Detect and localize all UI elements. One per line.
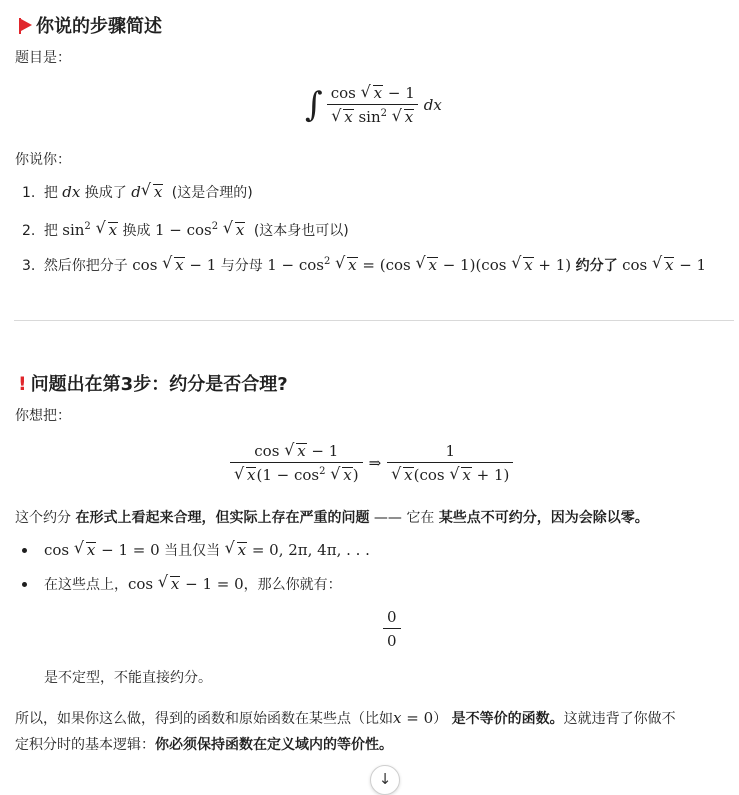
cancel-expr: cos √ x − 1	[622, 256, 706, 274]
you-said-label: 你说你：	[15, 152, 71, 168]
conclusion-line-1: 所以，如果你这么做，得到的函数和原始函数在某些点（比如x = 0） 是不等价的函数。这就违背了你做不	[15, 709, 676, 727]
integral-formula: ∫ cos √ x − 1 √ x $\sin^2$ √ x dx	[305, 84, 442, 126]
cos-zero-expr-2: cos √ x − 1 = 0	[128, 575, 244, 593]
step-1: 1. 把 dx 换成了 d√ x (这是合理的)	[22, 182, 253, 203]
zero-over-zero: $\frac{0}{0}$	[383, 608, 401, 650]
integrand-fraction: cos √ x − 1 √ x $\sin^2$ √ x	[327, 84, 419, 126]
want-label: 你想把：	[15, 408, 71, 424]
problem-intro: 题目是：	[15, 50, 71, 66]
indeterminate-note: 是不定型，不能直接约分。	[44, 670, 212, 686]
exclamation-icon: !	[18, 373, 27, 395]
step-3: 3. 然后你把分子 cos √ x − 1 与分母 $1 - \cos^2$ √ x = (cos √ x − 1)(cos √ x + 1) 约分了 cos √ x − 1	[22, 252, 706, 276]
bullet-item-1: cos √ x − 1 = 0 当且仅当 √ x = 0, 2π, 4π, . . .	[44, 540, 370, 561]
sqrt-x-eq-expr: √ x = 0, 2π, 4π, . . .	[225, 541, 370, 559]
sin-sq-expr: $\sin^2$ √ x	[62, 221, 118, 239]
conclusion-line-2: 定积分时的基本逻辑：你必须保持函数在定义域内的等价性。	[15, 737, 393, 753]
bullet-dot	[22, 548, 27, 553]
before-fraction: cos √ x − 1 √ $x(1 - \cos^2$ √ x)	[230, 442, 363, 484]
numerator-expr: cos √ x − 1	[132, 256, 216, 274]
problem-statement: 这个约分 在形式上看起来合理，但实际上存在严重的问题 —— 它在 某些点不可约分，因为会除以零。	[15, 510, 649, 526]
after-fraction: 1 √ x(cos √ x + 1)	[387, 442, 513, 484]
x-eq-zero-expr: x = 0	[393, 709, 434, 727]
implies-arrow: ⇒	[368, 454, 382, 472]
section-title-problem: ! 问题出在第3步：约分是否合理?	[18, 373, 288, 395]
divider	[14, 320, 734, 321]
scroll-down-button[interactable]	[370, 765, 400, 795]
section-title-steps: 你说的步骤简述	[18, 12, 162, 38]
d-sqrt-x-expr: d√ x	[131, 183, 163, 201]
dx-expr: dx	[62, 183, 81, 201]
integral-sign: ∫	[305, 85, 323, 125]
bullet-dot	[22, 582, 27, 587]
factor-expr: $1 - \cos^2$ √ x = (cos √ x − 1)(cos √ x + 1)	[267, 256, 571, 274]
step-2: 2. 把 $\sin^2$ √ x 换成 $1 - \cos^2$ √ x (这本身也可以)	[22, 217, 349, 241]
flag-icon	[18, 18, 32, 34]
arrow-down-icon: ↓	[378, 770, 392, 788]
bullet-item-2: 在这些点上，cos √ x − 1 = 0，那么你就有：	[44, 574, 342, 595]
cancellation-formula	[230, 442, 513, 484]
one-minus-cos-sq-expr: $1 - \cos^2$ √ x	[155, 221, 245, 239]
cos-zero-expr: cos √ x − 1 = 0	[44, 541, 160, 559]
